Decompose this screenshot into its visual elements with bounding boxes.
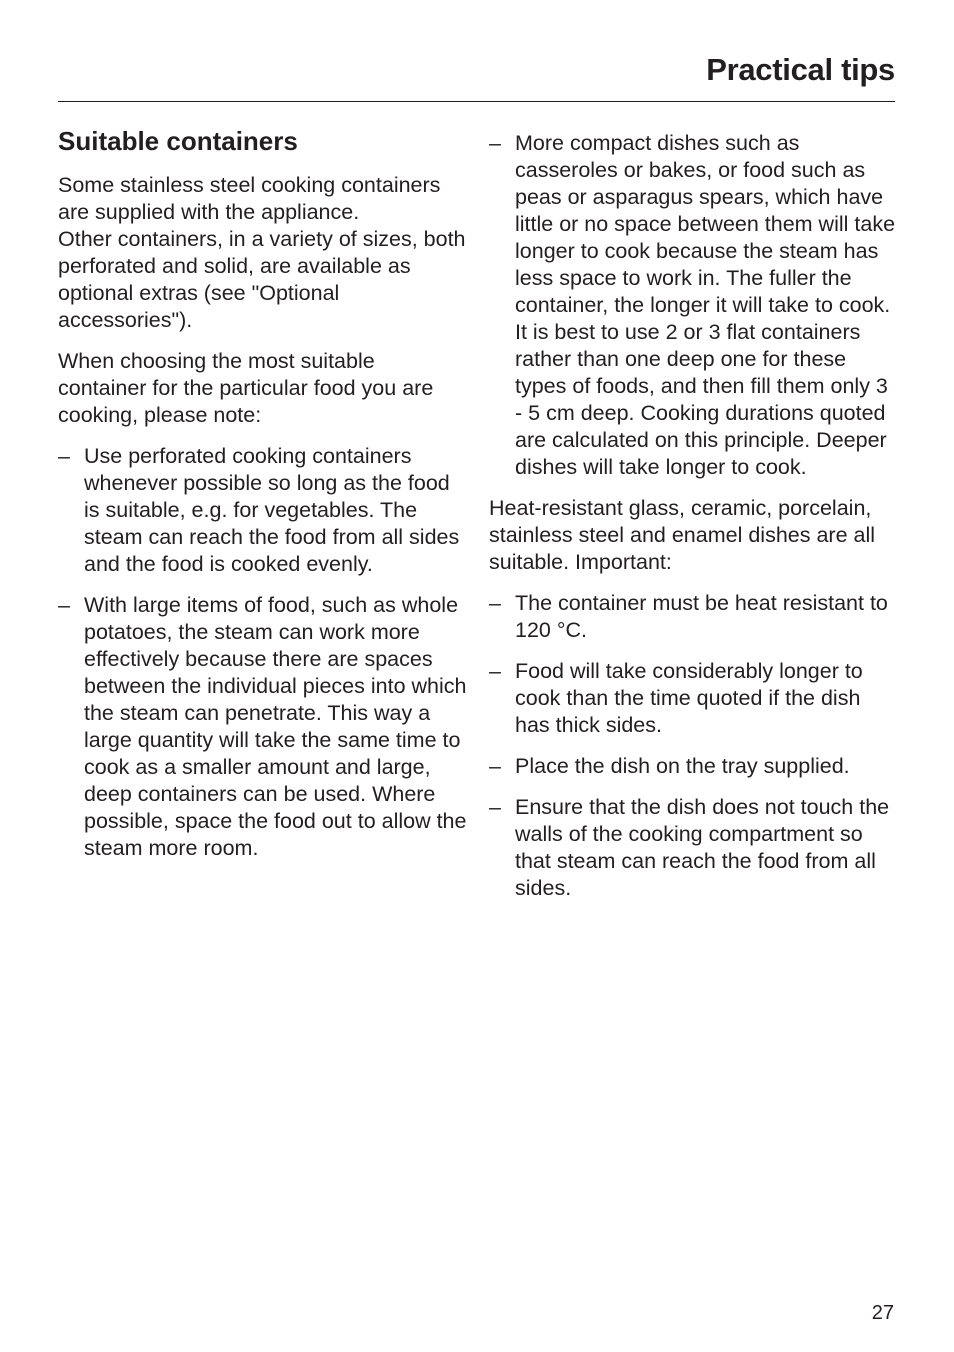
section-heading: Suitable containers — [58, 126, 298, 156]
list-item-text: With large items of food, such as whole potatoes, the steam can work more effectively because there are spaces between the individual pieces into which the steam can penetrate. This way a large quantity will take the same time to cook as a smaller amount and large, deep containers can be used. Where possible, space the food out to allow the steam more room. — [84, 593, 467, 860]
list-item-text: Food will take considerably longer to cook than the time quoted if the dish has thick sides. — [515, 659, 863, 737]
page-number: 27 — [871, 1302, 894, 1324]
dash-marker: – — [489, 131, 501, 155]
list-item-text: Place the dish on the tray supplied. — [515, 754, 850, 778]
dash-marker: – — [489, 659, 501, 683]
choosing-paragraph: When choosing the most suitable container for the particular food you are cooking, please note: — [58, 349, 434, 427]
list-item-text: More compact dishes such as casseroles or bakes, or food such as peas or asparagus spears, which have little or no space between them will take longer to cook because the steam has less space to work in. The fuller the container, the longer it will take to cook. It is best to use 2 or 3 flat containers rather than one deep one for these types of foods, and then fill them only 3 - 5 cm deep. Cooking durations quoted are calculated on this principle. Deeper dishes will take longer to cook. — [515, 131, 896, 479]
right-bullet-list — [489, 590, 899, 902]
page-title: Practical tips — [706, 52, 895, 87]
dishes-paragraph: Heat-resistant glass, ceramic, porcelain, stainless steel and enamel dishes are all suitable. Important: — [489, 496, 876, 574]
list-item-text: The container must be heat resistant to 120 °C. — [515, 591, 888, 642]
intro-line-optional: Other containers, in a variety of sizes, both perforated and solid, are available as optional extras (see "Optional accessories"). — [58, 227, 466, 332]
list-item — [489, 130, 899, 481]
right-column — [489, 130, 899, 916]
left-column — [58, 126, 468, 876]
dash-marker: – — [489, 795, 501, 819]
list-item — [58, 592, 468, 862]
dash-marker: – — [489, 754, 501, 778]
dash-marker: – — [58, 593, 70, 617]
dash-marker: – — [58, 444, 70, 468]
list-item — [489, 753, 899, 780]
list-item-text: Use perforated cooking containers whenever possible so long as the food is suitable, e.g. for vegetables. The steam can reach the food from all sides and the food is cooked evenly. — [84, 444, 460, 576]
list-item — [58, 443, 468, 578]
right-top-bullet-list — [489, 130, 899, 481]
intro-line-supplied: Some stainless steel cooking containers are supplied with the appliance. — [58, 173, 441, 224]
intro-paragraph — [58, 172, 468, 334]
list-item-text: Ensure that the dish does not touch the walls of the cooking compartment so that steam can reach the food from all sides. — [515, 795, 890, 900]
list-item — [489, 794, 899, 902]
dash-marker: – — [489, 591, 501, 615]
page-header — [58, 50, 895, 102]
left-bullet-list — [58, 443, 468, 862]
list-item — [489, 590, 899, 644]
list-item — [489, 658, 899, 739]
